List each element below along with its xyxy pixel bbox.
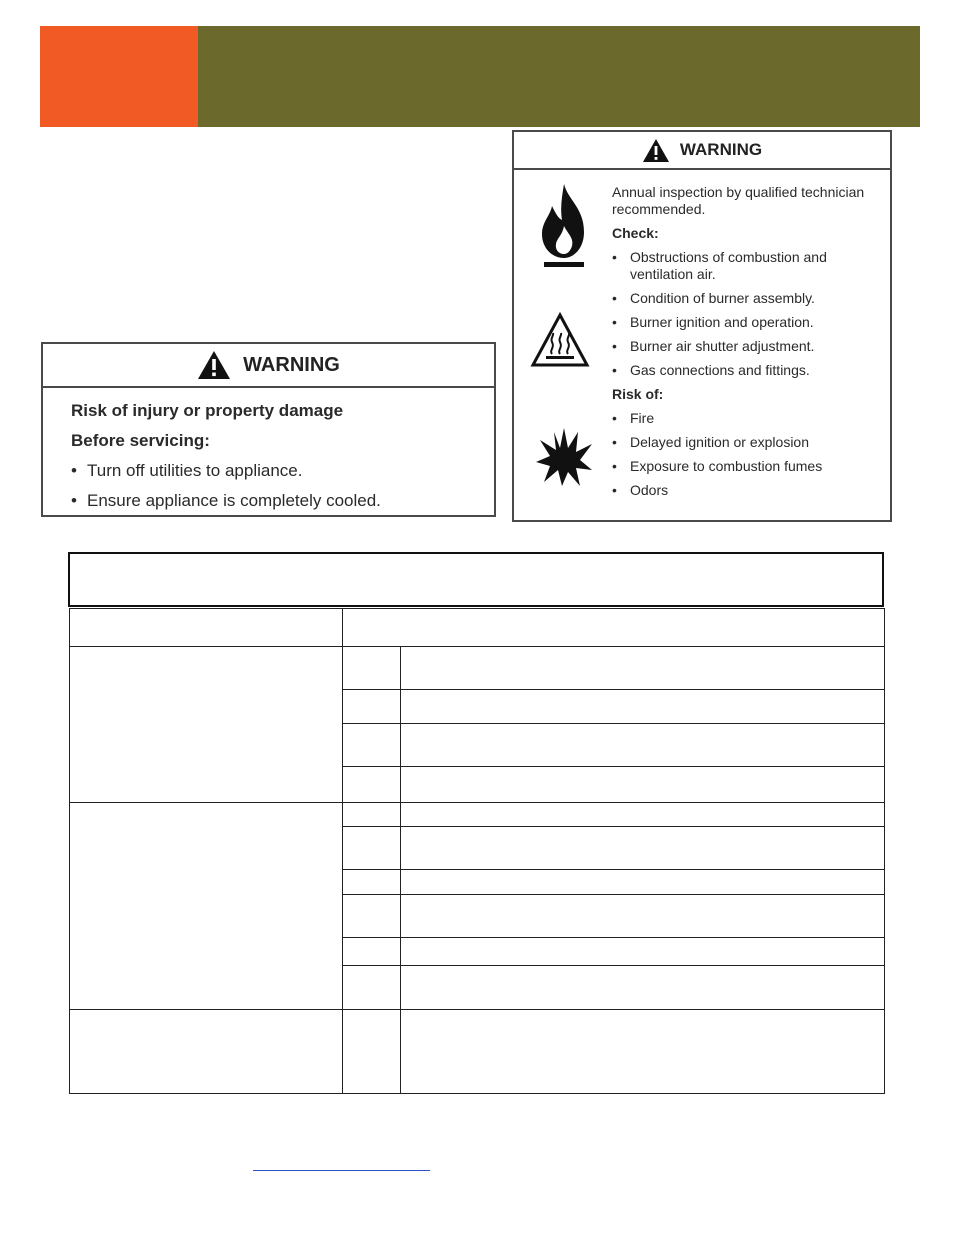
table-cell: [343, 803, 401, 827]
table-cell: [401, 803, 885, 827]
inspection-intro: Annual inspection by qualified technician recommended.: [612, 184, 865, 217]
table-cell: [70, 609, 343, 647]
list-item: • Burner ignition and operation.: [612, 314, 814, 330]
warning-header: [43, 344, 494, 388]
table-cell: [401, 938, 885, 966]
table-cell: [343, 870, 401, 895]
warning-header: [514, 132, 890, 170]
risk-label: Risk of:: [612, 386, 664, 402]
table-cell: [401, 827, 885, 870]
table-cell: [401, 1010, 885, 1094]
list-item: • Ensure appliance is completely cooled.: [71, 486, 494, 516]
list-item: • Burner air shutter adjustment.: [612, 338, 815, 354]
risk-statement: Risk of injury or property damage: [71, 401, 344, 420]
table-row: [70, 803, 885, 827]
hyperlink-underline[interactable]: [253, 1154, 430, 1171]
table-cell: [343, 724, 401, 767]
explosion-icon: [534, 426, 594, 488]
warning-box-inspection: [512, 130, 892, 522]
table-cell: [401, 690, 885, 724]
table-cell: [343, 609, 885, 647]
table-cell: [343, 966, 401, 1010]
fire-icon: [534, 182, 594, 272]
table-header-row: [70, 609, 885, 647]
table-cell: [70, 1010, 343, 1094]
table-cell: [70, 647, 343, 803]
table-cell: [401, 647, 885, 690]
table-cell: [401, 895, 885, 938]
check-label: Check:: [612, 225, 659, 241]
list-item: • Exposure to combustion fumes: [612, 458, 823, 474]
table-cell: [343, 647, 401, 690]
table-cell: [401, 870, 885, 895]
warning-triangle-icon: [642, 138, 670, 163]
list-item: • Delayed ignition or explosion: [612, 434, 809, 450]
maintenance-table: [69, 608, 885, 1094]
warning-text: [612, 184, 886, 506]
table-title-box: [68, 552, 884, 607]
table-cell: [343, 895, 401, 938]
list-item: • Condition of burner assembly.: [612, 290, 815, 306]
table-cell: [401, 724, 885, 767]
header-accent-block: [40, 26, 198, 127]
warning-heading: WARNING: [243, 353, 340, 376]
list-item: • Obstructions of combustion and ventilation air.: [612, 249, 827, 282]
header-banner: [198, 26, 920, 127]
warning-box-servicing: [41, 342, 496, 517]
list-item: • Fire: [612, 410, 655, 426]
list-item: • Odors: [612, 482, 669, 498]
table-cell: [401, 966, 885, 1010]
table-cell: [343, 827, 401, 870]
list-item: • Turn off utilities to appliance.: [71, 456, 494, 486]
list-item: • Gas connections and fittings.: [612, 362, 810, 378]
table-cell: [401, 767, 885, 803]
table-cell: [343, 1010, 401, 1094]
table-cell: [343, 690, 401, 724]
table-row: [70, 1010, 885, 1094]
before-servicing-label: Before servicing:: [71, 431, 210, 450]
warning-heading: WARNING: [679, 140, 763, 159]
hot-surface-icon: [530, 312, 590, 368]
table-cell: [343, 767, 401, 803]
table-row: [70, 647, 885, 690]
table-cell: [70, 803, 343, 1010]
warning-triangle-icon: [197, 350, 231, 380]
table-cell: [343, 938, 401, 966]
